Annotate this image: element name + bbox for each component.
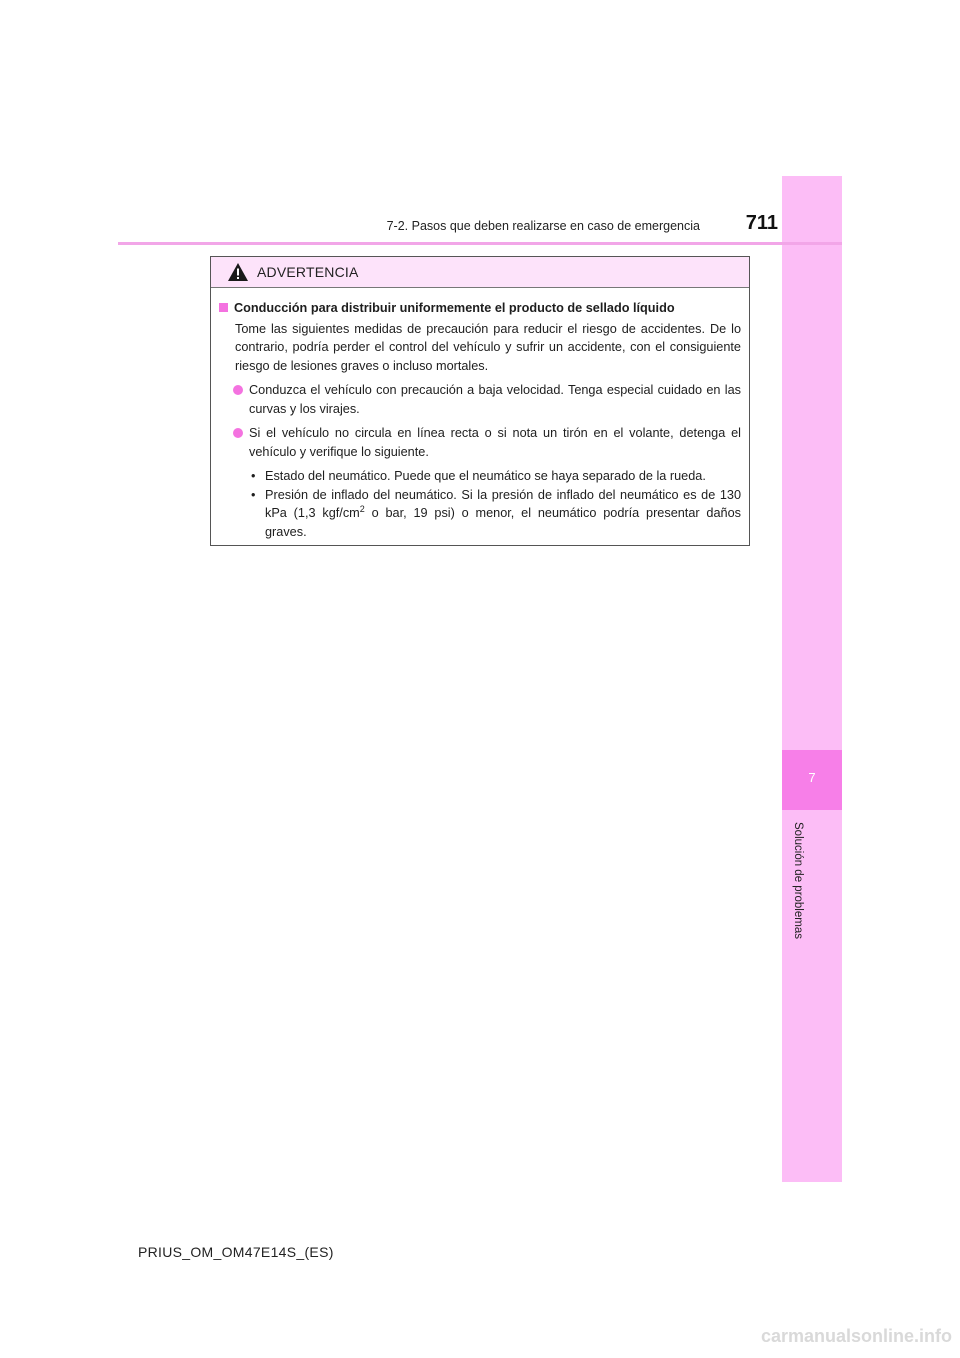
section-header: 7-2. Pasos que deben realizarse en caso de emergencia [386, 219, 700, 233]
chapter-title: Solución de problemas [792, 822, 804, 939]
sub-list-item [251, 486, 741, 542]
bullet-text: Conduzca el vehículo con precaución a baja velocidad. Tenga especial cuidado en las curvas y los virajes. [249, 383, 741, 416]
circle-bullet-icon [233, 428, 243, 438]
header-divider [118, 242, 842, 245]
side-tab [782, 176, 842, 1182]
dot-marker-icon: • [251, 487, 256, 502]
sub-item-text: Estado del neumático. Puede que el neumático se haya separado de la rueda. [265, 469, 706, 483]
warning-intro: Tome las siguientes medidas de precaución para reducir el riesgo de accidentes. De lo contrario, podría perder el control del vehículo y sufrir un accidente, con el consiguiente riesgo de lesiones graves o incluso mortales. [235, 321, 741, 373]
sub-item-text-end: o bar, 19 psi) o menor, el neumático podría presentar daños graves. [265, 506, 742, 539]
bullet-item [233, 381, 741, 418]
warning-title: ADVERTENCIA [257, 264, 359, 280]
warning-section-title: Conducción para distribuir uniformemente el producto de sellado líquido [234, 301, 675, 315]
bullet-text: Si el vehículo no circula en línea recta o si nota un tirón en el volante, detenga el vehículo y verifique lo siguiente. [249, 426, 741, 459]
warning-body [211, 288, 749, 541]
sub-list-item [251, 467, 741, 486]
superscript: 2 [359, 503, 365, 514]
square-bullet-icon [219, 303, 228, 312]
warning-header [211, 257, 749, 288]
watermark-link[interactable]: carmanualsonline.info [760, 1326, 952, 1346]
sub-item-text [265, 486, 741, 542]
sub-list [251, 467, 741, 541]
warning-section-heading [219, 299, 741, 318]
sub-item-text-start: Presión de inflado del neumático. Si la presión de inflado del neumático es de 130 kPa (1,3 kgf/cm [265, 487, 741, 520]
bullet-item [233, 424, 741, 461]
circle-bullet-icon [233, 385, 243, 395]
warning-box [210, 256, 750, 546]
chapter-number: 7 [808, 770, 816, 785]
warning-triangle-icon [227, 262, 249, 282]
dot-marker-icon: • [251, 469, 256, 483]
page-number: 711 [745, 212, 778, 234]
document-code: PRIUS_OM_OM47E14S_(ES) [138, 1244, 334, 1260]
